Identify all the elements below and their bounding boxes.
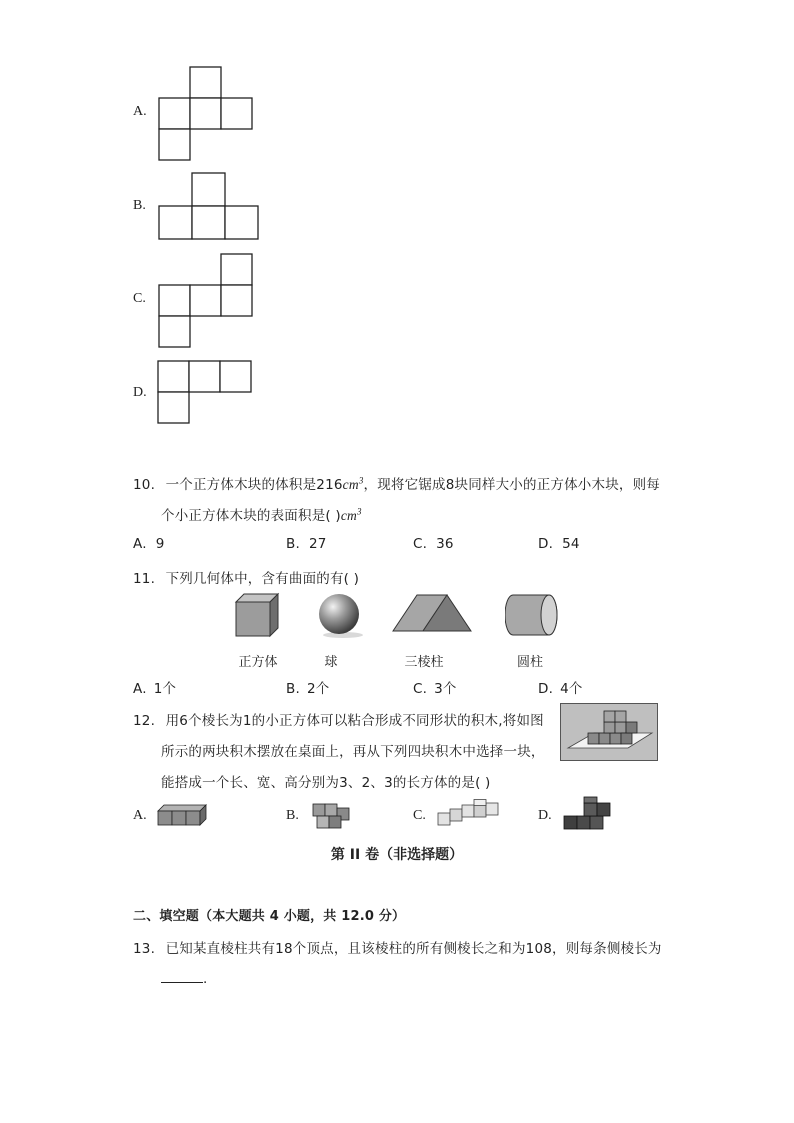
q12-reference-figure bbox=[560, 703, 658, 761]
q10-number: 10. bbox=[133, 477, 156, 493]
cylinder-icon bbox=[505, 593, 561, 637]
q12-option-c-figure bbox=[434, 799, 504, 829]
q11-option-b: B. 2个 bbox=[286, 681, 330, 697]
q12-line2: 所示的两块积木摆放在桌面上，再从下列四块积木中选择一块， bbox=[161, 744, 545, 760]
q11-question: 11. 下列几何体中，含有曲面的有( ) bbox=[133, 571, 360, 587]
shape-label-prism: 三棱柱 bbox=[404, 655, 444, 670]
q10-option-b: B. 27 bbox=[286, 536, 327, 552]
q13-question: 13. 已知某直棱柱共有18个顶点，且该棱柱的所有侧棱长之和为108，则每条侧棱长为 bbox=[133, 941, 662, 957]
net-a-figure bbox=[158, 66, 254, 162]
q12-line1: 12. 用6个棱长为1的小正方体可以粘合形成不同形状的积木,将如图 bbox=[133, 713, 544, 729]
option-c-label: C. bbox=[133, 291, 146, 306]
q13-number: 13. bbox=[133, 941, 156, 957]
q10-option-a: A. 9 bbox=[133, 536, 165, 552]
q10-line1: 10. 一个正方体木块的体积是$216cm^3$，现将它锯成8块同样大小的正方体小木块，则每 bbox=[133, 475, 661, 493]
shape-label-cube: 正方体 bbox=[238, 655, 278, 670]
q10-option-d: D. 54 bbox=[538, 536, 580, 552]
net-b-figure bbox=[158, 172, 260, 242]
sphere-icon bbox=[315, 591, 367, 641]
cube-icon bbox=[233, 592, 281, 640]
q12-line3: 能搭成一个长、宽、高分别为3、2、3的长方体的是( ) bbox=[161, 775, 491, 791]
q13-answer-line: . bbox=[161, 970, 208, 987]
shape-label-sphere: 球 bbox=[324, 655, 338, 670]
q11-option-a: A. 1个 bbox=[133, 681, 177, 697]
q12-option-d-figure bbox=[562, 796, 614, 834]
q12-number: 12. bbox=[133, 713, 156, 729]
q10-line2: 个小正方体木块的表面积是( )$cm^3$ bbox=[161, 506, 362, 524]
q12-option-b-figure bbox=[309, 798, 355, 832]
q12-option-a-figure bbox=[156, 801, 208, 829]
part2-title: 第 II 卷（非选择题） bbox=[330, 847, 464, 863]
answer-blank[interactable] bbox=[161, 970, 203, 983]
q12-option-a-label: A. bbox=[133, 808, 147, 823]
q12-option-d-label: D. bbox=[538, 808, 552, 823]
q12-option-b-label: B. bbox=[286, 808, 299, 823]
q11-number: 11. bbox=[133, 571, 156, 587]
triangular-prism-icon bbox=[391, 593, 473, 635]
q11-option-d: D. 4个 bbox=[538, 681, 583, 697]
q11-option-c: C. 3个 bbox=[413, 681, 457, 697]
shape-label-cylinder: 圆柱 bbox=[516, 655, 543, 670]
option-d-label: D. bbox=[133, 385, 147, 400]
q12-option-c-label: C. bbox=[413, 808, 426, 823]
net-c-figure bbox=[158, 253, 254, 349]
net-d-figure bbox=[157, 360, 253, 426]
q10-option-c: C. 36 bbox=[413, 536, 454, 552]
option-b-label: B. bbox=[133, 198, 146, 213]
section2-title: 二、填空题（本大题共 4 小题，共 12.0 分） bbox=[133, 909, 406, 924]
option-a-label: A. bbox=[133, 104, 147, 119]
